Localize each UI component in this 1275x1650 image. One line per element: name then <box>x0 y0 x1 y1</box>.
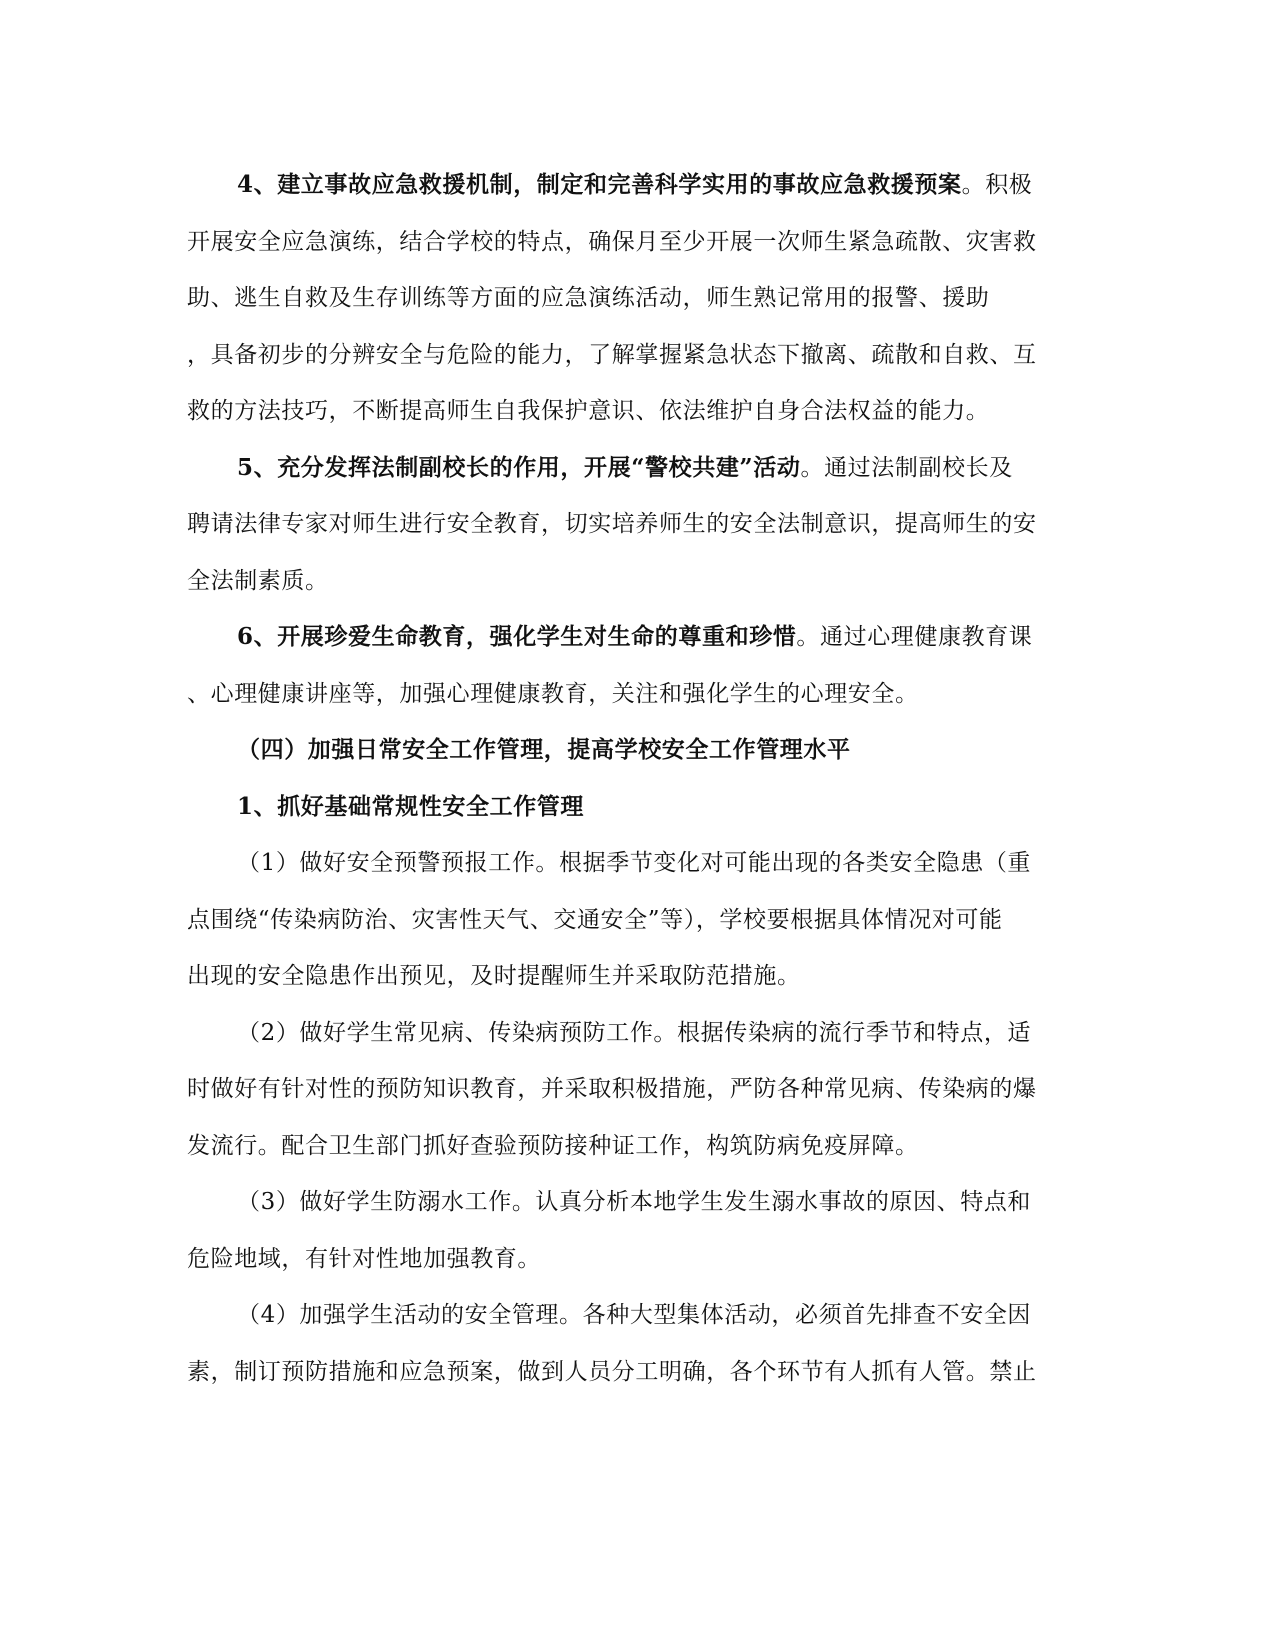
item-4-line-2: 素，制订预防措施和应急预案，做到人员分工明确，各个环节有人抓有人管。禁止 <box>187 1359 1037 1385</box>
section-4-heading-text: （四）加强日常安全工作管理，提高学校安全工作管理水平 <box>237 736 851 763</box>
paragraph-4-line-4: ，具备初步的分辨安全与危险的能力，了解掌握紧急状态下撤离、疏散和自救、互 <box>187 342 1037 368</box>
subheading-1-text: 1、抓好基础常规性安全工作管理 <box>237 793 585 820</box>
paragraph-5-heading: 5、充分发挥法制副校长的作用，开展“警校共建”活动 <box>237 454 801 481</box>
section-4-heading <box>237 735 1137 765</box>
item-1-line-2: 点围绕“传染病防治、灾害性天气、交通安全”等），学校要根据具体情况对可能 <box>187 907 1003 933</box>
paragraph-5-line-1-text: 。通过法制副校长及 <box>800 455 1013 481</box>
item-1-line-1: （1）做好安全预警预报工作。根据季节变化对可能出现的各类安全隐患（重 <box>237 850 1032 876</box>
item-2-line-3: 发流行。配合卫生部门抓好查验预防接种证工作，构筑防病免疫屏障。 <box>187 1133 919 1159</box>
paragraph-6-line-1 <box>237 622 1137 652</box>
item-3-line-2: 危险地域，有针对性地加强教育。 <box>187 1246 541 1272</box>
paragraph-6-line-2: 、心理健康讲座等，加强心理健康教育，关注和强化学生的心理安全。 <box>187 681 919 707</box>
paragraph-5-line-1 <box>237 453 1137 483</box>
paragraph-4-line-3: 助、逃生自救及生存训练等方面的应急演练活动，师生熟记常用的报警、援助 <box>187 285 990 311</box>
item-1-line-3: 出现的安全隐患作出预见，及时提醒师生并采取防范措施。 <box>187 963 801 989</box>
item-3-line-1: （3）做好学生防溺水工作。认真分析本地学生发生溺水事故的原因、特点和 <box>237 1189 1032 1215</box>
subheading-1 <box>237 792 1137 822</box>
paragraph-4-line-2: 开展安全应急演练，结合学校的特点，确保月至少开展一次师生紧急疏散、灾害救 <box>187 229 1037 255</box>
item-4-line-1: （4）加强学生活动的安全管理。各种大型集体活动，必须首先排查不安全因 <box>237 1302 1032 1328</box>
paragraph-4-line-1 <box>237 170 1137 200</box>
paragraph-4-line-1-text: 。积极 <box>961 172 1033 198</box>
paragraph-4-line-5: 救的方法技巧，不断提高师生自我保护意识、依法维护自身合法权益的能力。 <box>187 398 990 424</box>
paragraph-6-line-1-text: 。通过心理健康教育课 <box>796 624 1033 650</box>
paragraph-4-heading: 4、建立事故应急救援机制，制定和完善科学实用的事故应急救援预案 <box>237 171 962 198</box>
paragraph-5-line-2: 聘请法律专家对师生进行安全教育，切实培养师生的安全法制意识，提高师生的安 <box>187 511 1037 537</box>
paragraph-5-line-3: 全法制素质。 <box>187 568 329 594</box>
item-2-line-2: 时做好有针对性的预防知识教育，并采取积极措施，严防各种常见病、传染病的爆 <box>187 1076 1037 1102</box>
item-2-line-1: （2）做好学生常见病、传染病预防工作。根据传染病的流行季节和特点，适 <box>237 1020 1032 1046</box>
paragraph-6-heading: 6、开展珍爱生命教育，强化学生对生命的尊重和珍惜 <box>237 623 797 650</box>
